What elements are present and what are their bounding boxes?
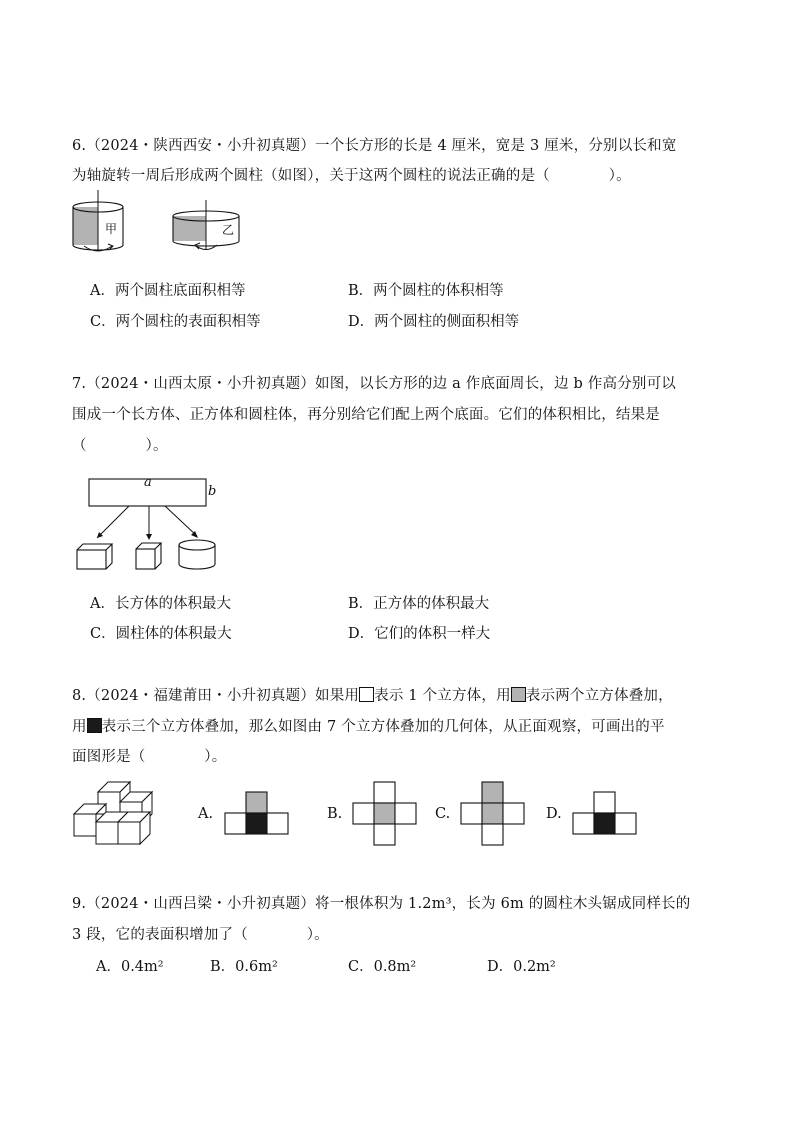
- q8-line-1: [72, 684, 673, 705]
- q7-option-a[interactable]: A．长方体的体积最大: [90, 596, 231, 612]
- q8-line-3: 面图形是（ ）。: [72, 749, 227, 765]
- label-jia: 甲: [105, 222, 118, 236]
- q8-option-c-label[interactable]: C.: [435, 806, 451, 822]
- q8-line-1-a: 8.（2024・福建莆田・小升初真题）如果用: [72, 688, 360, 704]
- q9-option-b[interactable]: B．0.6m²: [210, 959, 278, 975]
- q8-cube-stack-figure: [72, 778, 162, 846]
- q6-line-1: 6.（2024・陕西西安・小升初真题）一个长方形的长是 4 厘米，宽是 3 厘米，分别以长和宽: [72, 138, 677, 154]
- q8-line-2: [72, 715, 665, 736]
- cuboid-shape: [77, 544, 112, 569]
- label-yi: 乙: [222, 223, 235, 237]
- q8-option-d-label[interactable]: D.: [546, 806, 562, 822]
- q8-line-1-b: 表示 1 个立方体，用: [374, 688, 511, 704]
- q8-option-b-figure[interactable]: [352, 780, 420, 848]
- q7-line-2: 围成一个长方体、正方体和圆柱体，再分别给它们配上两个底面。它们的体积相比，结果是: [72, 407, 660, 423]
- q6-option-c[interactable]: C．两个圆柱的表面积相等: [90, 314, 261, 330]
- q7-line-3: （ ）。: [72, 438, 168, 454]
- q9-line-1: 9.（2024・山西吕梁・小升初真题）将一根体积为 1.2m³，长为 6m 的圆柱木头锯成同样长的: [72, 896, 691, 912]
- label-a: a: [144, 475, 152, 490]
- q8-line-2-a: 用: [72, 719, 87, 735]
- q7-line-1: 7.（2024・山西太原・小升初真题）如图，以长方形的边 a 作底面周长，边 b 作高分别可以: [72, 376, 676, 392]
- cube-shape: [136, 543, 161, 569]
- q8-option-a-figure[interactable]: [224, 790, 292, 836]
- gray-square-icon: [511, 687, 526, 702]
- q6-option-b[interactable]: B．两个圆柱的体积相等: [348, 283, 504, 299]
- q7-option-c[interactable]: C．圆柱体的体积最大: [90, 626, 232, 642]
- q8-option-c-figure[interactable]: [460, 780, 528, 848]
- cylinder-shape: [179, 540, 215, 569]
- q6-option-d[interactable]: D．两个圆柱的侧面积相等: [348, 314, 520, 330]
- q7-option-d[interactable]: D．它们的体积一样大: [348, 626, 491, 642]
- q6-cylinders-figure: [64, 188, 254, 252]
- q9-line-2: 3 段，它的表面积增加了（ ）。: [72, 927, 329, 943]
- q8-line-1-c: 表示两个立方体叠加，: [525, 688, 673, 704]
- q8-option-a-label[interactable]: A.: [198, 806, 214, 822]
- q8-option-b-label[interactable]: B.: [327, 806, 343, 822]
- label-b: b: [208, 484, 217, 499]
- q6-option-a[interactable]: A．两个圆柱底面积相等: [90, 283, 246, 299]
- white-square-icon: [359, 687, 374, 702]
- q6-line-2: 为轴旋转一周后形成两个圆柱（如图），关于这两个圆柱的说法正确的是（ ）。: [72, 168, 631, 184]
- q9-option-d[interactable]: D．0.2m²: [487, 959, 556, 975]
- q8-option-d-figure[interactable]: [572, 790, 640, 836]
- q9-option-a[interactable]: A．0.4m²: [96, 959, 164, 975]
- black-square-icon: [87, 718, 102, 733]
- q7-option-b[interactable]: B．正方体的体积最大: [348, 596, 490, 612]
- q8-line-2-b: 表示三个立方体叠加，那么如图由 7 个立方体叠加的几何体，从正面观察，可画出的平: [101, 719, 665, 735]
- q9-option-c[interactable]: C．0.8m²: [348, 959, 417, 975]
